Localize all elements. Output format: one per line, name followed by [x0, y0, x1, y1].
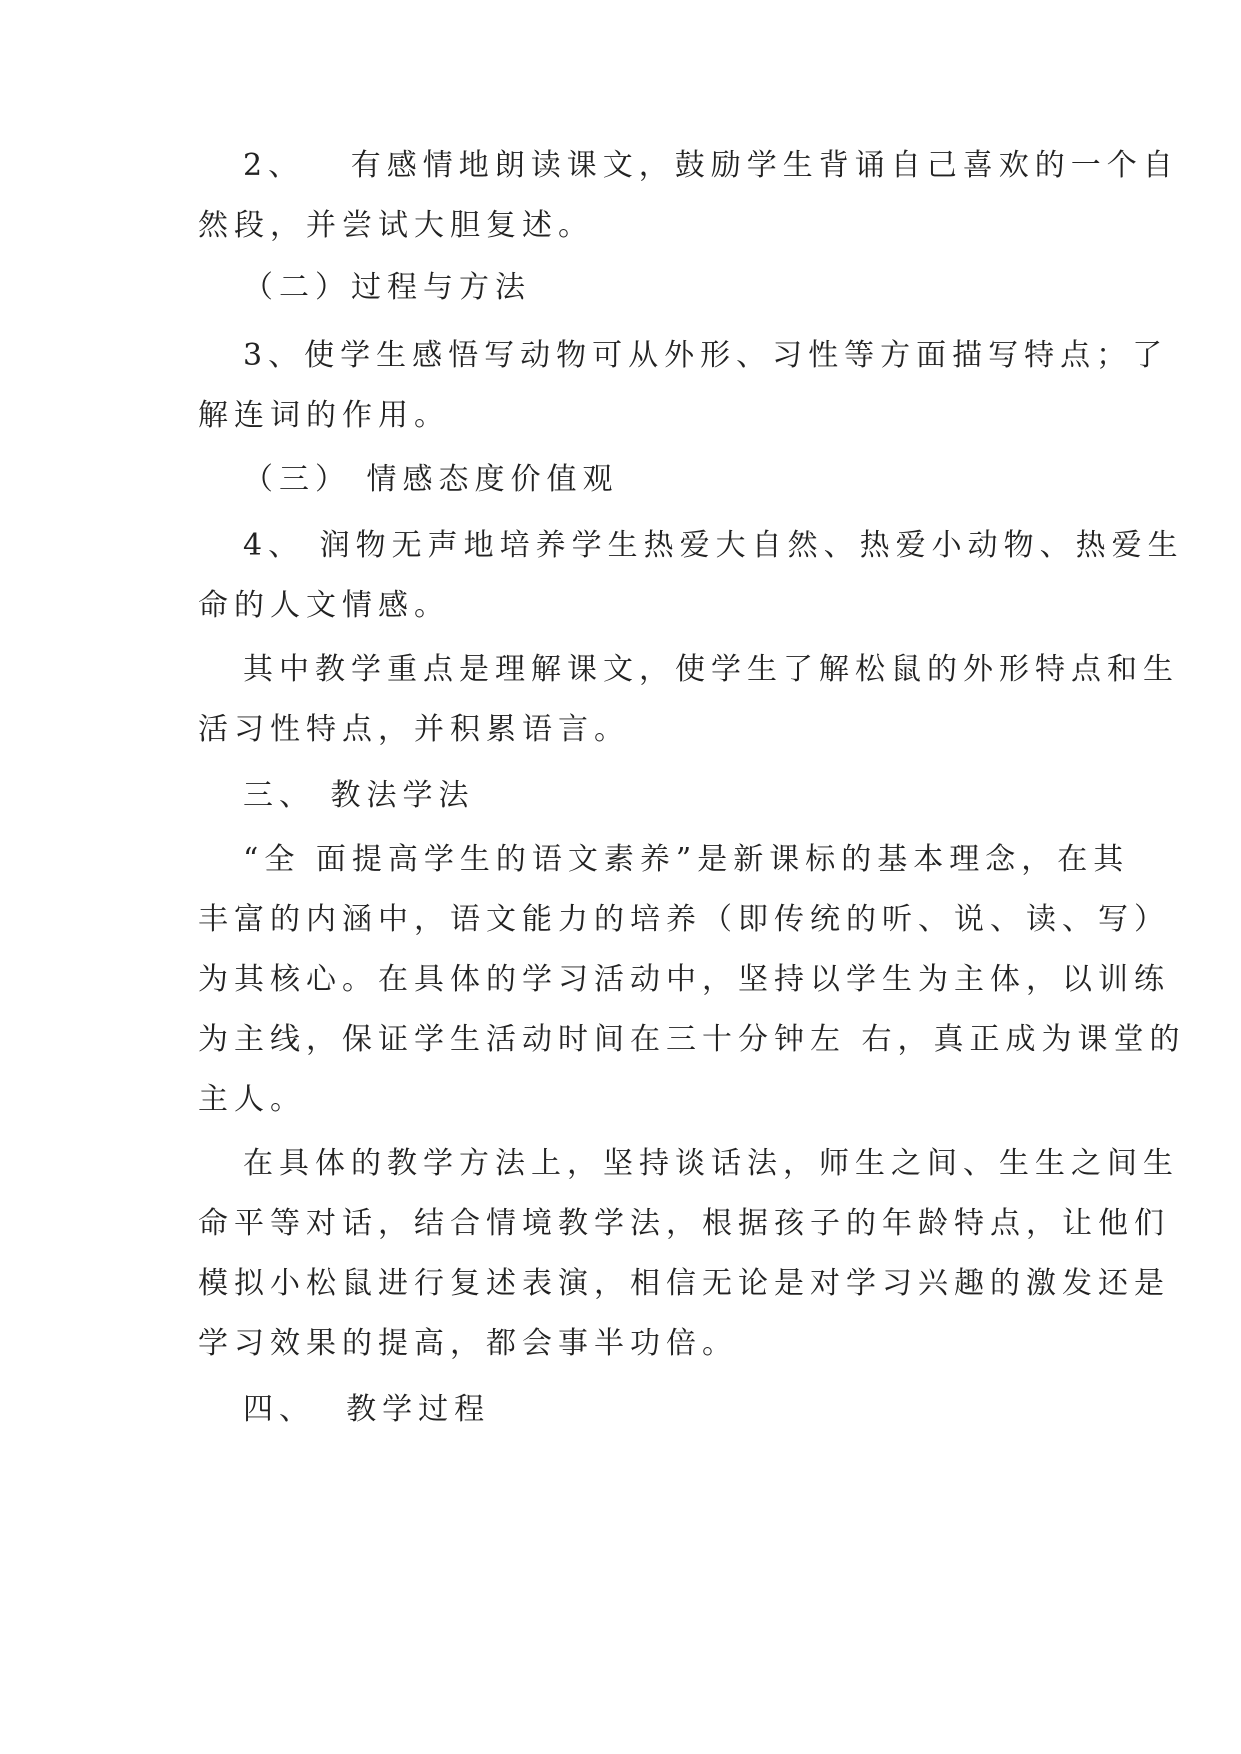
paragraph-line: 学习效果的提高，都会事半功倍。 [198, 1326, 738, 1361]
paragraph-line: 然段，并尝试大胆复述。 [198, 208, 594, 243]
paragraph-line: 丰富的内涵中，语文能力的培养（即传统的听、说、读、写） [198, 902, 1170, 937]
paragraph-line: 4、 润物无声地培养学生热爱大自然、热爱小动物、热爱生 [243, 528, 1184, 563]
section-heading: 三、 教法学法 [243, 778, 475, 813]
paragraph-line: 在具体的教学方法上，坚持谈话法，师生之间、生生之间生 [243, 1146, 1179, 1181]
paragraph-line: 解连词的作用。 [198, 398, 450, 433]
paragraph-line: 为其核心。在具体的学习活动中，坚持以学生为主体，以训练 [198, 962, 1170, 997]
paragraph-line: “全 面提高学生的语文素养”是新课标的基本理念，在其 [243, 842, 1130, 877]
section-heading: （三） 情感态度价值观 [243, 462, 619, 497]
paragraph-line: 命平等对话，结合情境教学法，根据孩子的年龄特点，让他们 [198, 1206, 1170, 1241]
section-heading: 四、 教学过程 [243, 1392, 491, 1427]
paragraph-line: 主人。 [198, 1082, 306, 1117]
paragraph-line: 2、 有感情地朗读课文，鼓励学生背诵自己喜欢的一个自 [243, 148, 1179, 183]
paragraph-line: 3、使学生感悟写动物可从外形、习性等方面描写特点；了 [243, 338, 1169, 373]
paragraph-line: 活习性特点，并积累语言。 [198, 712, 630, 747]
paragraph-line: 为主线，保证学生活动时间在三十分钟左 右，真正成为课堂的 [198, 1022, 1186, 1057]
section-heading: （二）过程与方法 [243, 270, 531, 305]
paragraph-line: 命的人文情感。 [198, 588, 450, 623]
paragraph-line: 模拟小松鼠进行复述表演，相信无论是对学习兴趣的激发还是 [198, 1266, 1170, 1301]
paragraph-line: 其中教学重点是理解课文，使学生了解松鼠的外形特点和生 [243, 652, 1179, 687]
